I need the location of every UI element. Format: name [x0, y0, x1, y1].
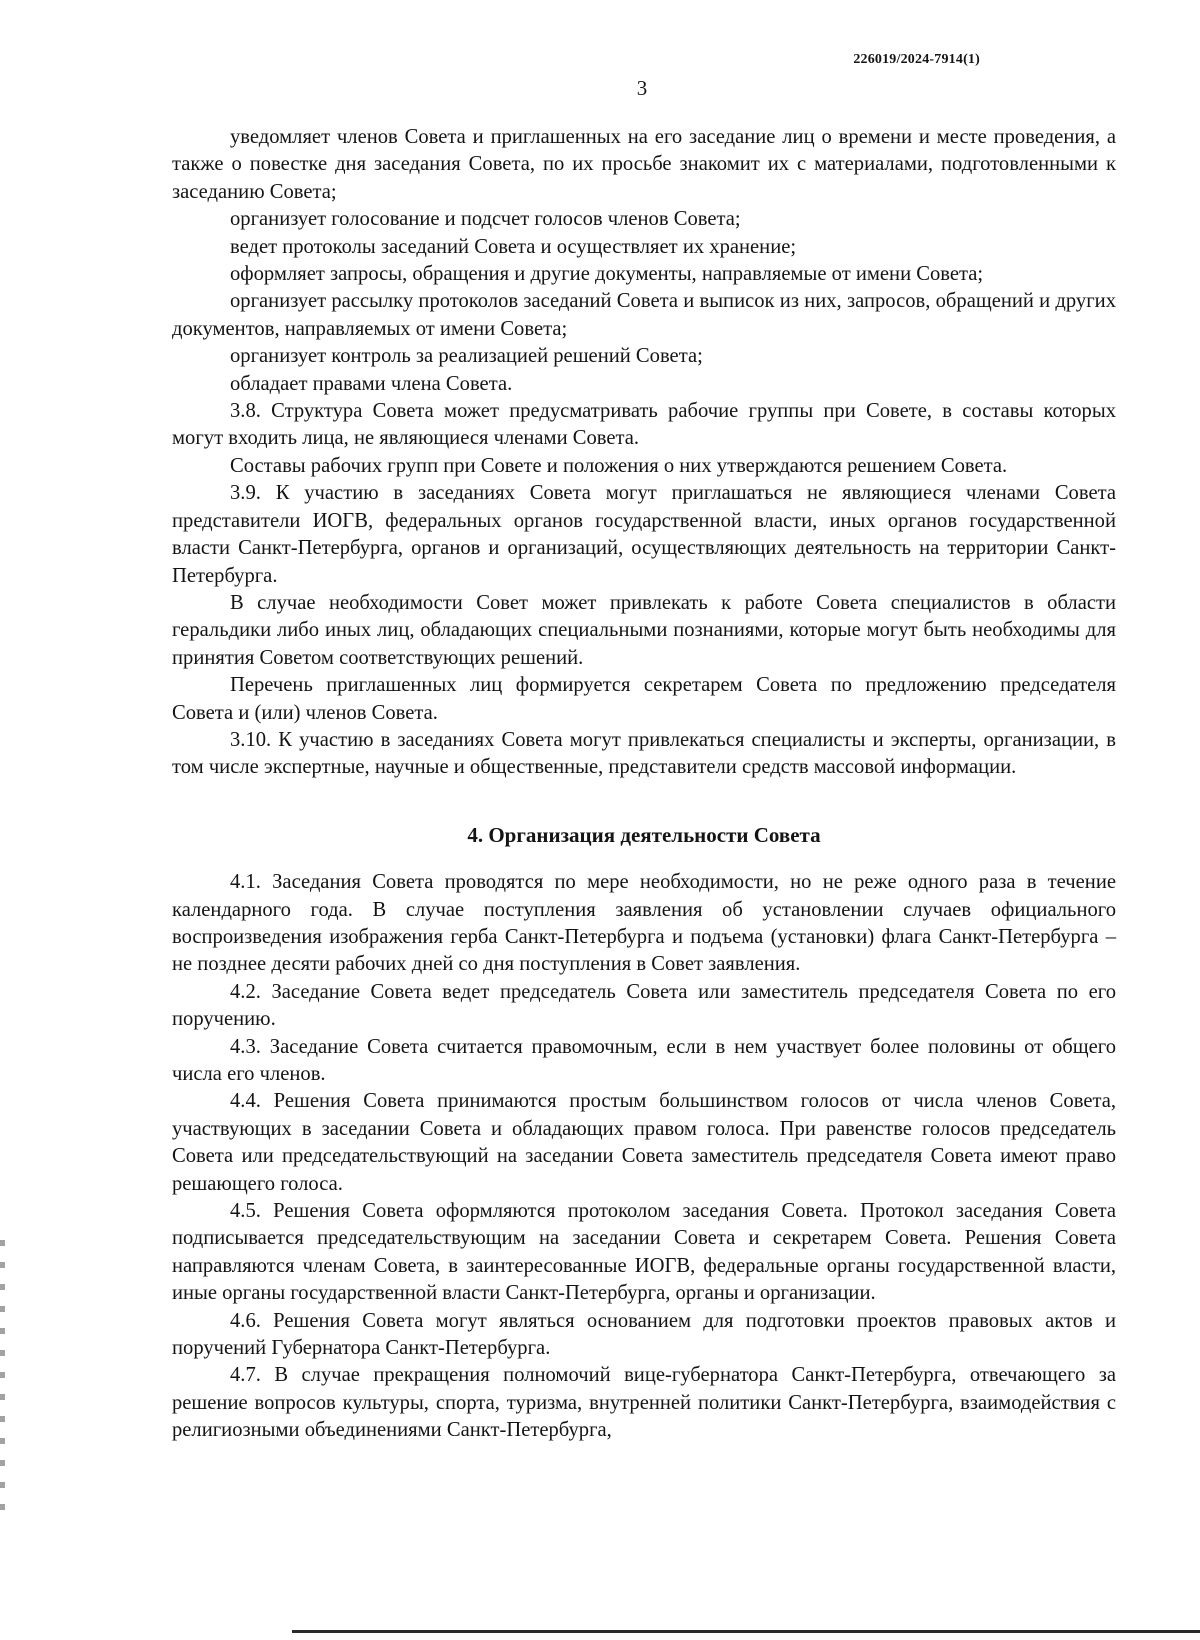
- page-number: 3: [636, 76, 648, 100]
- clause-4-2: 4.2. Заседание Совета ведет председатель Совета или заместитель председателя Совета по его поручению.: [172, 980, 1116, 1031]
- clause-4-7: 4.7. В случае прекращения полномочий вице-губернатора Санкт-Петербурга, отвечающего за решение вопросов культуры, спорта, туризма, внутренней политики Санкт-Петербурга, взаимодействия с религиозными объединениями Санкт-Петербурга,: [172, 1364, 1116, 1442]
- paragraph: оформляет запросы, обращения и другие документы, направляемые от имени Совета;: [230, 263, 984, 286]
- paragraph: В случае необходимости Совет может привлекать к работе Совета специалистов в области геральдики либо иных лиц, обладающих специальными познаниями, которые могут быть необходимы для принятия Советом соответствующих решений.: [172, 591, 1116, 669]
- paragraph: уведомляет членов Совета и приглашенных на его заседание лиц о времени и месте проведения, а также о повестке дня заседания Совета, по их просьбе знакомит их с материалами, подготовленными к заседанию Совета;: [172, 126, 1116, 203]
- clause-3-8: 3.8. Структура Совета может предусматривать рабочие группы при Совете, в составы которых могут входить лица, не являющиеся членами Совета.: [172, 400, 1116, 450]
- clause-4-6: 4.6. Решения Совета могут являться основанием для подготовки проектов правовых актов и поручений Губернатора Санкт-Петербурга.: [172, 1309, 1116, 1360]
- paragraph: Перечень приглашенных лиц формируется секретарем Совета по предложению председателя Совета и (или) членов Совета.: [172, 674, 1116, 724]
- clause-3-10: 3.10. К участию в заседаниях Совета могут привлекаться специалисты и эксперты, организации, в том числе экспертные, научные и общественные, представители средств массовой информации.: [172, 728, 1116, 779]
- section-heading: 4. Организация деятельности Совета: [467, 822, 821, 847]
- clause-4-3: 4.3. Заседание Совета считается правомочным, если в нем участвует более половины от общего числа его членов.: [172, 1035, 1116, 1085]
- scan-edge-marks: [0, 1240, 5, 1520]
- paragraph: организует голосование и подсчет голосов членов Совета;: [230, 208, 741, 231]
- clause-4-1: 4.1. Заседания Совета проводятся по мере необходимости, но не реже одного раза в течение календарного года. В случае поступления заявления об установлении случаев официального воспроизведения изображения герба Санкт-Петербурга и подъема (установки) флага Санкт-Петербурга – не позднее десяти рабочих дней со дня поступления в Совет заявления.: [172, 871, 1116, 976]
- document-registration-number: 226019/2024-7914(1): [853, 52, 980, 67]
- paragraph: организует контроль за реализацией решений Совета;: [230, 345, 703, 368]
- clause-4-5: 4.5. Решения Совета оформляются протоколом заседания Совета. Протокол заседания Совета подписывается председательствующим на заседании Совета и секретарем Совета. Решения Совета направляются членам Совета, в заинтересованные ИОГВ, федеральные органы государственной власти, иные органы государственной власти Санкт-Петербурга, органы и организации.: [172, 1200, 1116, 1305]
- paragraph: обладает правами члена Совета.: [230, 372, 513, 395]
- document-body: [172, 124, 1116, 1445]
- paragraph: организует рассылку протоколов заседаний Совета и выписок из них, запросов, обращений и других документов, направляемых от имени Совета;: [172, 290, 1116, 340]
- paragraph: Составы рабочих групп при Совете и положения о них утверждаются решением Совета.: [230, 454, 1008, 477]
- clause-4-4: 4.4. Решения Совета принимаются простым большинством голосов от числа членов Совета, участвующих в заседании Совета и обладающих правом голоса. При равенстве голосов председатель Совета или председательствующий на заседании Совета заместитель председателя Совета имеют право решающего голоса.: [172, 1090, 1116, 1195]
- scan-bottom-line: [292, 1630, 1200, 1633]
- paragraph: ведет протоколы заседаний Совета и осуществляет их хранение;: [230, 235, 797, 258]
- clause-3-9: 3.9. К участию в заседаниях Совета могут приглашаться не являющиеся членами Совета представители ИОГВ, федеральных органов государственной власти, иных органов государственной власти Санкт-Петербурга, органов и организаций, осуществляющих деятельность на территории Санкт-Петербурга.: [172, 482, 1116, 587]
